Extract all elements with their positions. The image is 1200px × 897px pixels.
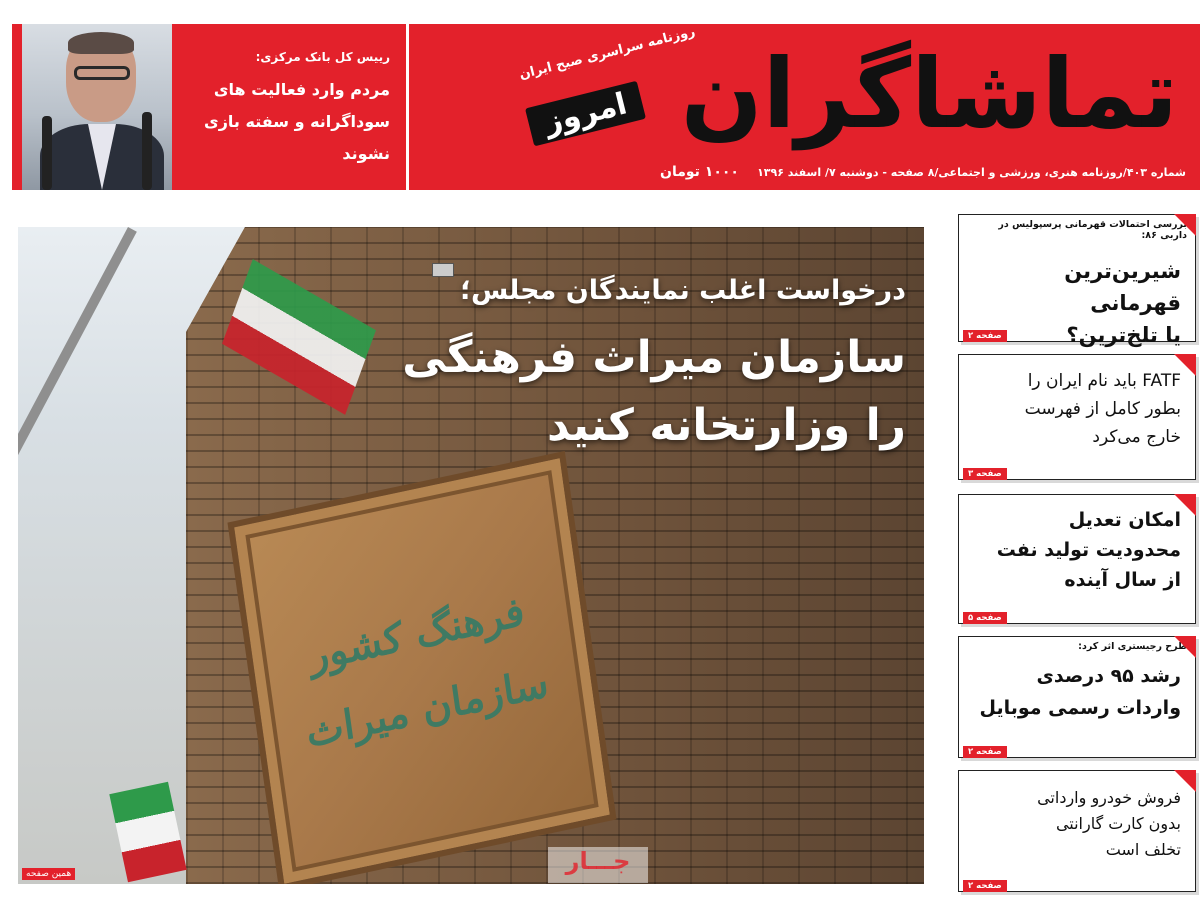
- sidebar-item-title-line2: بدون کارت گارانتی: [1055, 814, 1181, 833]
- teaser-headline-line1: مردم وارد فعالیت های: [213, 80, 390, 99]
- sidebar-item-page: صفحه ۲: [963, 880, 1007, 892]
- corner-marker: [1174, 354, 1196, 376]
- sidebar-item-title-line3: تخلف است: [1105, 840, 1181, 859]
- sidebar-item-page: صفحه ۵: [963, 612, 1007, 624]
- main-headline-line1: سازمان میراث فرهنگی: [402, 332, 906, 383]
- sidebar-item-page: صفحه ۲: [963, 330, 1007, 342]
- sidebar-item-page: صفحه ۲: [963, 746, 1007, 758]
- sidebar-item-title-line1: رشد ۹۵ درصدی: [1036, 665, 1181, 687]
- corner-marker: [1174, 214, 1196, 236]
- corner-marker: [1174, 494, 1196, 516]
- plaque-text-line1: فرهنگ کشور: [306, 587, 528, 680]
- sidebar-item-title-line3: خارج می‌کرد: [1092, 427, 1181, 447]
- sidebar-item[interactable]: [958, 354, 1196, 480]
- sidebar-item[interactable]: [958, 636, 1196, 758]
- main-page-ref: همین صفحه: [22, 868, 75, 880]
- portrait-hair: [68, 32, 134, 54]
- sidebar-item[interactable]: [958, 770, 1196, 892]
- newspaper-logo[interactable]: تماشاگران: [680, 38, 1178, 150]
- sidebar-item-title-line2: بطور کامل از فهرست: [1024, 399, 1181, 419]
- plaque-text-line2: سازمان میراث: [303, 659, 552, 758]
- portrait-glasses: [74, 66, 130, 80]
- masthead-divider: [406, 24, 409, 190]
- sidebar-item-title-line1: شیرین‌ترین قهرمانی: [1064, 259, 1181, 315]
- emrooz-badge: امروز: [525, 81, 646, 147]
- sidebar-item-title-line2: محدودیت تولید نفت: [996, 539, 1181, 561]
- masthead-teaser[interactable]: [180, 50, 390, 200]
- sidebar-item-title-line1: امکان تعدیل: [1068, 509, 1181, 531]
- building-plaque: [227, 451, 616, 884]
- corner-marker: [1174, 770, 1196, 792]
- teaser-headline-line2: سوداگرانه و سفته بازی نشوند: [204, 112, 390, 163]
- masthead: [12, 24, 1200, 200]
- masthead-tagline: روزنامه سراسری صبح ایران: [517, 24, 697, 83]
- corner-marker: [1174, 636, 1196, 658]
- teaser-page-ref: صفحه ۳: [180, 190, 211, 200]
- main-story[interactable]: [18, 227, 924, 884]
- portrait-photo[interactable]: [22, 24, 172, 190]
- sidebar-item[interactable]: [958, 214, 1196, 347]
- price-label: ۱۰۰۰ تومان: [660, 164, 739, 180]
- sidebar-item-kicker: بررسی احتمالات قهرمانی پرسپولیس در داربی ۸۶:: [998, 219, 1187, 241]
- sidebar-item-title-line2: یا تلخ‌ترین؟: [1066, 323, 1181, 347]
- teaser-kicker: رییس کل بانک مرکزی:: [255, 50, 390, 64]
- sidebar-item-title-line1: فروش خودرو وارداتی: [1037, 788, 1181, 807]
- sidebar-item-kicker: طرح رجیستری اثر کرد:: [1078, 641, 1187, 652]
- sidebar-item[interactable]: [958, 494, 1196, 624]
- sidebar-item-page: صفحه ۳: [963, 468, 1007, 480]
- main-headline-line2: را وزارتخانه کنید: [546, 400, 906, 451]
- sidebar-item-title-line1: FATF باید نام ایران را: [1027, 371, 1181, 391]
- sidebar-item-title-line3: از سال آینده: [1064, 569, 1181, 591]
- issue-info: شماره ۴۰۳/روزنامه هنری، ورزشی و اجتماعی/۸ صفحه - دوشنبه ۷/ اسفند ۱۳۹۶: [757, 166, 1186, 179]
- sidebar-item-title-line2: واردات رسمی موبایل: [979, 697, 1181, 719]
- microphone-icon: [142, 112, 152, 190]
- microphone-icon: [42, 116, 52, 190]
- main-headline-block[interactable]: [402, 275, 906, 460]
- main-kicker: درخواست اغلب نمایندگان مجلس؛: [460, 275, 906, 306]
- watermark-logo: جـــار: [548, 847, 648, 883]
- iran-flag-image: [109, 782, 186, 883]
- flag-pole: [18, 227, 137, 867]
